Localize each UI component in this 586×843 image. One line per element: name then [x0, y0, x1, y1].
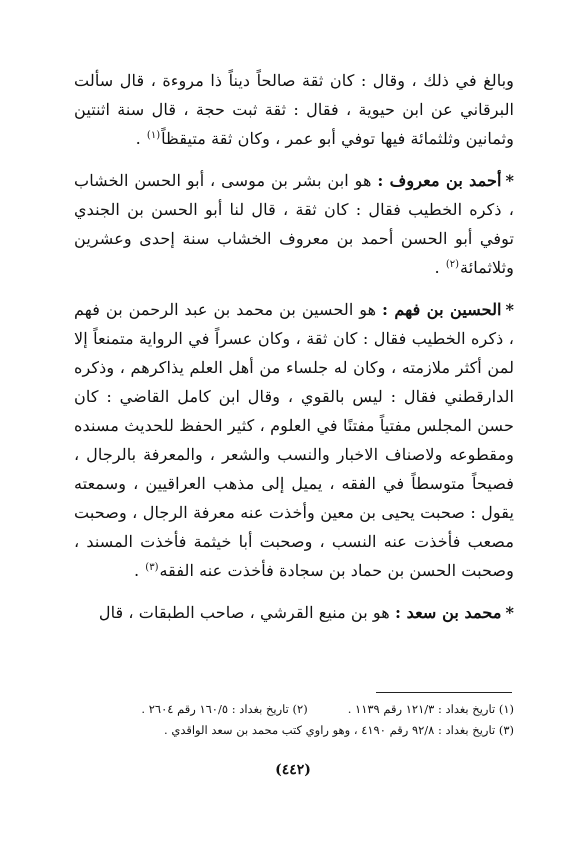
footnote-line-1 [74, 699, 514, 720]
entry-husayn-ibn-fahm [74, 295, 514, 585]
entry-text: هو الحسين بن محمد بن عبد الرحمن بن فهم ، ذكره الخطيب فقال : كان ثقة ، وكان عسراً في الرواية متمنعاً إلا لمن أكثر ملازمته ، وكان له جلساء من أهل العلم يذاكرهم ، وذكره الدارقطني فقال : ليس بالقوي ، وقال ابن كامل القاضي : كان حسن المجلس مفتياً مفتنًا في العلوم ، كثير الحفظ للحديث مسنده ومقطوعه ولاصناف الاخبار والنسب والشعر ، والمعرفة بالرجال ، فصيحاً متوسطاً في الفقه ، يميل إلى مذهب العراقيين ، وسمعته يقول : صحبت يحيى بن معين وأخذت عنه معرفة الرجال ، وصحبت مصعب فأخذت عنه النسب ، وصحبت أبا خيثمة فأخذت المسند ، وصحبت الحسن بن حماد بن سجادة فأخذت عنه الفقه [74, 300, 514, 580]
main-text [74, 66, 514, 627]
entry-text: هو بن منيع القرشي ، صاحب الطبقات ، قال [98, 603, 395, 622]
entry-heading: أحمد بن معروف : [377, 171, 502, 190]
footnote-ref-1: (١) [146, 129, 161, 141]
entry-heading: محمد بن سعد : [394, 603, 502, 622]
footnote-3: (٣) تاريخ بغداد : ٩٢/٨ رقم ٤١٩٠ ، وهو راوي كتب محمد بن سعد الواقدي . [164, 723, 514, 737]
footnote-ref-2: (٢) [445, 258, 460, 270]
footnote-line-2 [74, 720, 514, 741]
footnote-ref-3: (٣) [145, 561, 159, 573]
entry-end: . [434, 258, 445, 277]
footnote-divider [376, 692, 512, 693]
entry-bullet: * [505, 603, 514, 622]
entry-bullet: * [505, 171, 514, 190]
paragraph-text: وبالغ في ذلك ، وقال : كان ثقة صالحاً ديناً ذا مروءة ، قال سألت البرقاني عن ابن حيوية ، فقال : ثقة ثبت حجة ، قال سنة اثنتين وثمانين وثلثمائة فيها توفي أبو عمر ، وكان ثقة متيقظاً [74, 71, 514, 148]
paragraph-1 [74, 66, 514, 153]
entry-heading: الحسين بن فهم : [382, 300, 502, 319]
entry-bullet: * [505, 300, 514, 319]
paragraph-end: . [135, 129, 146, 148]
entry-ahmad-ibn-maruf [74, 166, 514, 282]
entry-muhammad-ibn-sad [74, 598, 514, 627]
footnotes [74, 699, 514, 741]
footnote-2: (٢) تاريخ بغداد : ١٦٠/٥ رقم ٢٦٠٤ . [141, 702, 308, 716]
entry-end: . [134, 561, 145, 580]
page-number: (٤٤٢) [275, 762, 311, 778]
entry-text: هو ابن بشر بن موسى ، أبو الحسن الخشاب ، ذكره الخطيب فقال : كان ثقة ، قال لنا أبو الحسن بن الجندي توفي أبو الحسن أحمد بن معروف الخشاب سنة إحدى وعشرين وثلاثمائة [74, 171, 514, 277]
footnote-1: (١) تاريخ بغداد : ١٢١/٣ رقم ١١٣٩ . [347, 702, 514, 716]
